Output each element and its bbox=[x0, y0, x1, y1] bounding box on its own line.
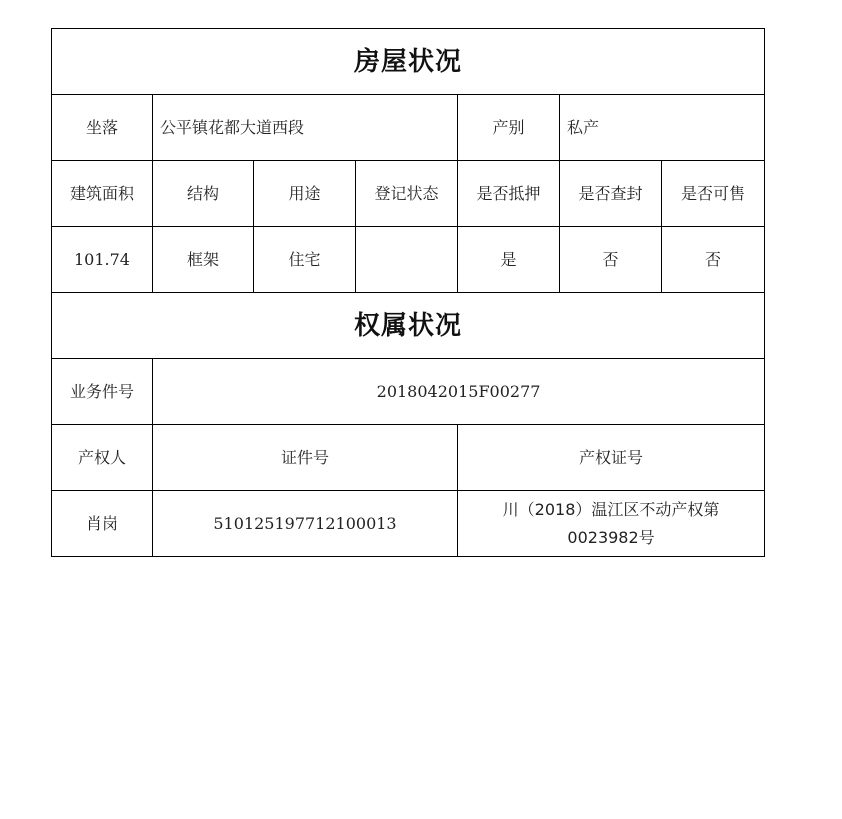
certificate-number-value: 川（2018）温江区不动产权第0023982号 bbox=[458, 491, 765, 557]
location-label: 坐落 bbox=[52, 95, 153, 161]
owner-header: 产权人 bbox=[52, 425, 153, 491]
location-value: 公平镇花都大道西段 bbox=[153, 95, 458, 161]
sealed-header: 是否查封 bbox=[560, 161, 662, 227]
mortgaged-value: 是 bbox=[458, 227, 560, 293]
business-number-label: 业务件号 bbox=[52, 359, 153, 425]
building-area-value: 101.74 bbox=[52, 227, 153, 293]
structure-header: 结构 bbox=[153, 161, 254, 227]
structure-value: 框架 bbox=[153, 227, 254, 293]
business-number-row bbox=[52, 359, 765, 425]
id-number-header: 证件号 bbox=[153, 425, 458, 491]
business-number-value: 2018042015F00277 bbox=[153, 359, 765, 425]
id-number-value: 510125197712100013 bbox=[153, 491, 458, 557]
registration-status-header: 登记状态 bbox=[356, 161, 458, 227]
house-header-row bbox=[52, 161, 765, 227]
location-row bbox=[52, 95, 765, 161]
usage-value: 住宅 bbox=[254, 227, 356, 293]
for-sale-header: 是否可售 bbox=[662, 161, 765, 227]
owner-value: 肖岗 bbox=[52, 491, 153, 557]
mortgaged-header: 是否抵押 bbox=[458, 161, 560, 227]
sealed-value: 否 bbox=[560, 227, 662, 293]
ownership-value-row bbox=[52, 491, 765, 557]
house-value-row bbox=[52, 227, 765, 293]
house-section-title: 房屋状况 bbox=[52, 29, 765, 95]
ownership-section-row bbox=[52, 293, 765, 359]
registration-status-value bbox=[356, 227, 458, 293]
for-sale-value: 否 bbox=[662, 227, 765, 293]
house-section-row bbox=[52, 29, 765, 95]
building-area-header: 建筑面积 bbox=[52, 161, 153, 227]
property-category-label: 产别 bbox=[458, 95, 560, 161]
property-category-value: 私产 bbox=[560, 95, 765, 161]
usage-header: 用途 bbox=[254, 161, 356, 227]
ownership-header-row bbox=[52, 425, 765, 491]
certificate-number-header: 产权证号 bbox=[458, 425, 765, 491]
ownership-section-title: 权属状况 bbox=[52, 293, 765, 359]
property-record-table bbox=[51, 28, 765, 557]
